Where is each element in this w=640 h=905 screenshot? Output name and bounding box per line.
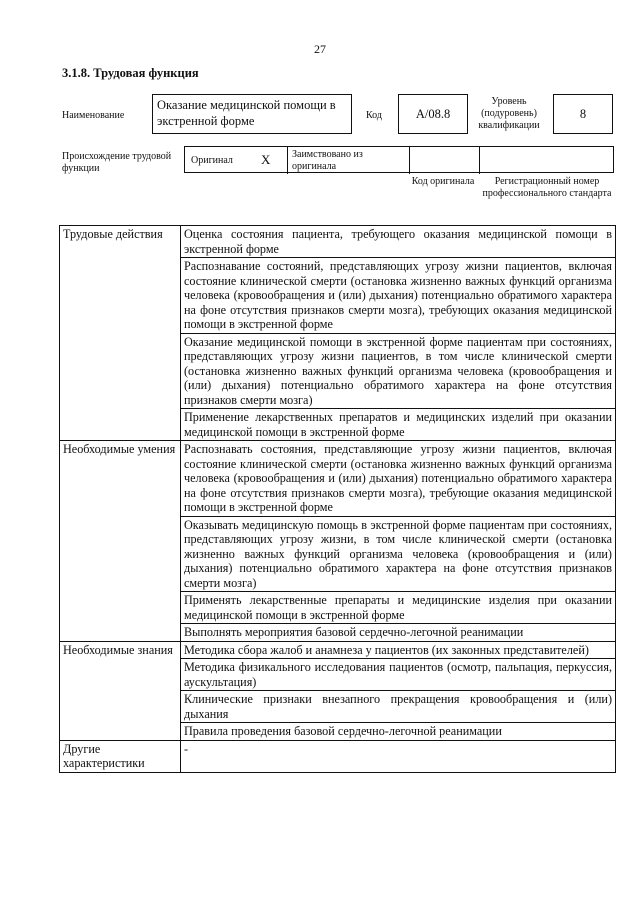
table-row <box>60 740 616 772</box>
borrowed-label: Заимствовано из оригинала <box>292 149 363 172</box>
row-label: Необходимые умения <box>60 441 181 642</box>
original-code-cell <box>410 147 480 174</box>
table-row <box>60 226 616 258</box>
function-details-table <box>59 225 616 773</box>
section-title: 3.1.8. Трудовая функция <box>62 66 199 80</box>
table-cell: Методика физикального исследования пациентов (осмотр, пальпация, перкуссия, аускультация) <box>181 659 616 691</box>
table-cell: Применять лекарственные препараты и медицинские изделия при оказании медицинской помощи в экстренной форме <box>181 592 616 624</box>
table-cell: Оценка состояния пациента, требующего оказания медицинской помощи в экстренной форме <box>181 226 616 258</box>
row-label: Другие характеристики <box>60 740 181 772</box>
row-label: Необходимые знания <box>60 641 181 740</box>
table-cell: Оказывать медицинскую помощь в экстренной форме пациентам при состояниях, представляющих угрозу жизни, в том числе клинической смерти (остановка жизненно важных функций организма человека (кровообращения и (или) дыхания) потенциально обратимого характера на фоне отсутствия признаков смерти мозга) <box>181 516 616 592</box>
table-cell: Правила проведения базовой сердечно-легочной реанимации <box>181 723 616 741</box>
code-value: А/08.8 <box>415 106 451 121</box>
table-cell: Применение лекарственных препаратов и медицинских изделий при оказании медицинской помощи в экстренной форме <box>181 409 616 441</box>
level-label: Уровень (подуровень) квалификации <box>478 96 540 131</box>
level-box <box>553 94 613 134</box>
level-value: 8 <box>579 106 587 121</box>
table-cell: - <box>181 740 616 772</box>
original-mark: X <box>261 152 271 167</box>
original-cell <box>185 147 288 174</box>
table-cell: Методика сбора жалоб и анамнеза у пациентов (их законных представителей) <box>181 641 616 659</box>
original-label: Оригинал <box>191 155 233 166</box>
function-name-value: Оказание медицинской помощи в экстренной форме <box>157 98 336 128</box>
table-row <box>60 641 616 659</box>
table-row <box>60 441 616 517</box>
name-label: Наименование <box>62 110 125 121</box>
origin-row <box>184 146 614 173</box>
reg-number-caption: Регистрационный номер профессионального стандарта <box>482 176 612 199</box>
function-name-box <box>152 94 352 134</box>
row-label: Трудовые действия <box>60 226 181 441</box>
table-cell: Выполнять мероприятия базовой сердечно-легочной реанимации <box>181 624 616 642</box>
code-box <box>398 94 468 134</box>
code-label: Код <box>366 110 382 121</box>
borrowed-cell <box>288 147 410 174</box>
origin-label: Происхождение трудовой функции <box>62 151 172 174</box>
reg-number-cell <box>480 147 615 174</box>
table-cell: Оказание медицинской помощи в экстренной форме пациентам при состояниях, представляющих угрозу жизни пациентов, в том числе клинической смерти (остановка жизненно важных функций организма человека (кровообращения и (или) дыхания) потенциально обратимого характера на фоне отсутствия признаков смерти мозга) <box>181 333 616 409</box>
table-cell: Распознавать состояния, представляющие угрозу жизни пациентов, включая состояние клинической смерти (остановка жизненно важных функций организма человека (кровообращения и (или) дыхания) потенциально обратимого характера на фоне отсутствия признаков смерти мозга), требующие оказания медицинской помощи в экстренной форме <box>181 441 616 517</box>
table-cell: Клинические признаки внезапного прекращения кровообращения и (или) дыхания <box>181 691 616 723</box>
table-cell: Распознавание состояний, представляющих угрозу жизни пациентов, включая состояние клинической смерти (остановка жизненно важных функций организма человека (кровообращения и (или) дыхания) потенциально обратимого характера на фоне отсутствия признаков смерти мозга), требующих оказания медицинской помощи в экстренной форме <box>181 258 616 334</box>
page-number: 27 <box>314 42 326 56</box>
original-code-caption: Код оригинала <box>411 176 475 187</box>
